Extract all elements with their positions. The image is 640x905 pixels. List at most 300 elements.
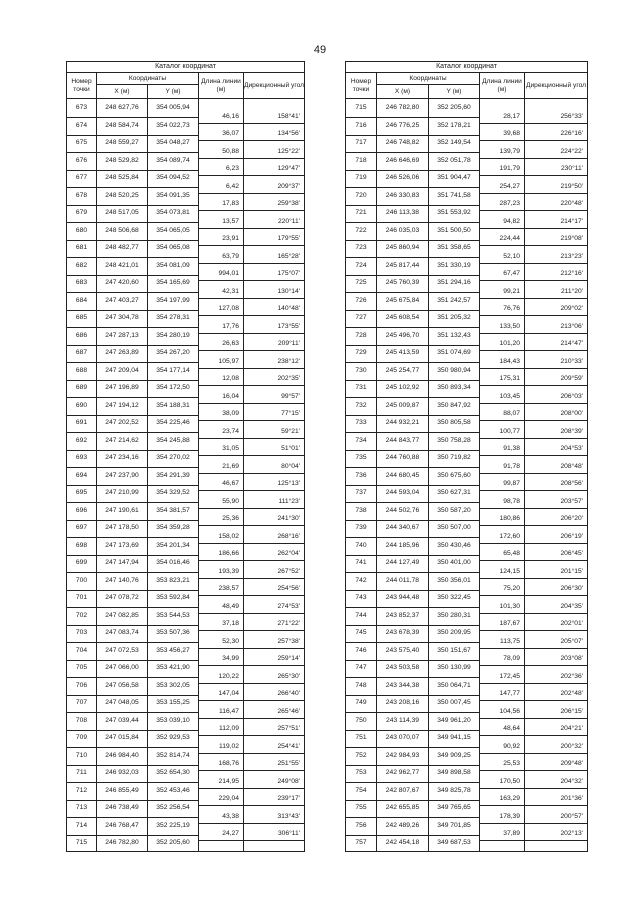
coord-x: 246 776,25: [385, 121, 420, 129]
coord-y: 350 151,67: [437, 646, 471, 654]
row-divider: [67, 520, 198, 521]
coord-x: 244 127,49: [385, 559, 420, 566]
direction-angle: 239°17': [277, 795, 300, 803]
coord-y: 351 294,16: [437, 279, 471, 286]
point-number: 739: [355, 524, 367, 531]
segment-divider: [199, 753, 304, 754]
direction-angle: 204°21': [560, 725, 583, 733]
row-divider: [67, 170, 198, 171]
point-number: 676: [75, 156, 88, 164]
point-number: 730: [355, 366, 367, 374]
point-number: 683: [75, 279, 88, 286]
row-divider: [67, 152, 198, 153]
direction-angle: 254°56': [277, 585, 300, 593]
coord-x: 247 048,05: [105, 699, 139, 706]
line-length: 254,27: [499, 182, 520, 190]
segment-divider: [199, 578, 304, 579]
direction-angle: 206°03': [560, 392, 583, 400]
segment-divider: [199, 630, 304, 631]
coord-y: 354 081,09: [156, 261, 190, 269]
coord-x: 247 066,00: [105, 664, 139, 671]
point-number: 732: [355, 401, 367, 409]
line-length: 113,75: [500, 637, 520, 645]
coord-y: 352 149,54: [437, 139, 471, 146]
coord-x: 246 768,47: [105, 821, 139, 829]
point-number: 715: [75, 839, 88, 846]
segment-divider: [199, 368, 304, 369]
segment-divider: [480, 123, 587, 124]
coord-x: 248 529,82: [105, 156, 139, 164]
line-length: 224,44: [499, 235, 520, 243]
direction-angle: 254°41': [277, 742, 300, 750]
segment-divider: [199, 385, 304, 386]
coord-y: 349 898,58: [437, 769, 471, 776]
line-length: 139,79: [499, 147, 520, 155]
line-length: 42,31: [222, 287, 239, 295]
segment-divider: [199, 228, 304, 229]
row-divider: [67, 555, 198, 556]
point-number: 673: [75, 104, 88, 111]
direction-angle: 208°00': [560, 410, 583, 418]
coord-y: 350 587,20: [437, 506, 471, 514]
row-divider: [346, 485, 479, 486]
direction-angle: 80°04': [281, 462, 300, 470]
coord-y: 350 847,92: [437, 401, 471, 409]
row-divider: [67, 817, 198, 818]
coord-x: 245 675,84: [385, 296, 420, 304]
point-number: 705: [75, 664, 88, 671]
segment-divider: [480, 298, 587, 299]
segment-divider: [199, 140, 304, 141]
direction-angle: 238°12': [277, 357, 300, 365]
coord-x: 247 173,69: [105, 541, 139, 549]
coord-x: 245 817,44: [385, 261, 420, 269]
row-divider: [346, 205, 479, 206]
table-body: [346, 99, 587, 851]
table-title: Каталог координат: [67, 62, 304, 73]
coord-y: 352 225,19: [156, 821, 190, 829]
direction-angle: 267°52': [277, 567, 300, 575]
line-length: 994,01: [218, 270, 239, 278]
coord-x: 247 078,72: [105, 594, 139, 601]
header-y: Y (м): [429, 85, 480, 98]
line-length: 193,39: [218, 567, 239, 575]
line-length: 25,36: [222, 515, 239, 523]
coord-x: 242 962,77: [385, 769, 420, 776]
point-number: 704: [75, 646, 88, 654]
line-length: 100,77: [499, 427, 520, 435]
row-divider: [346, 187, 479, 188]
direction-angle: 175°07': [277, 270, 300, 278]
coord-x: 242 454,18: [385, 839, 420, 846]
coord-x: 247 209,04: [105, 366, 139, 374]
coord-y: 349 961,20: [437, 716, 471, 724]
line-length: 78,09: [503, 655, 520, 663]
coord-y: 350 064,71: [437, 681, 471, 689]
row-divider: [67, 677, 198, 678]
coord-x: 243 503,58: [385, 664, 420, 671]
column-divider: [96, 99, 97, 851]
segment-divider: [199, 350, 304, 351]
segment-divider: [199, 543, 304, 544]
point-number: 708: [75, 716, 88, 724]
coord-x: 248 517,05: [105, 209, 139, 216]
segment-divider: [480, 823, 587, 824]
segment-divider: [480, 490, 587, 491]
coord-x: 247 147,94: [105, 559, 139, 566]
coord-y: 352 178,21: [437, 121, 471, 129]
coord-x: 247 287,13: [105, 331, 139, 339]
segment-divider: [480, 473, 587, 474]
row-divider: [67, 467, 198, 468]
direction-angle: 202°01': [560, 620, 583, 628]
row-divider: [346, 135, 479, 136]
point-number: 724: [355, 261, 367, 269]
segment-divider: [480, 280, 587, 281]
coordinate-catalog-table-left: [66, 61, 305, 852]
line-length: 127,08: [218, 305, 239, 313]
direction-angle: 259°14': [277, 655, 300, 663]
coord-x: 248 559,27: [105, 139, 139, 146]
point-number: 684: [75, 296, 88, 304]
point-number: 746: [355, 646, 367, 654]
segment-divider: [480, 315, 587, 316]
coord-y: 354 245,88: [156, 436, 190, 444]
direction-angle: 209°59': [560, 375, 583, 383]
coord-x: 247 234,16: [105, 454, 139, 461]
direction-angle: 204°53': [560, 445, 583, 453]
direction-angle: 208°56': [560, 480, 583, 488]
line-length: 65,48: [503, 550, 520, 558]
coord-x: 243 575,40: [385, 646, 420, 654]
row-divider: [346, 590, 479, 591]
point-number: 699: [75, 559, 88, 566]
coord-y: 350 893,34: [437, 384, 471, 391]
line-length: 88,07: [503, 410, 520, 418]
table-body: [67, 99, 304, 851]
direction-angle: 219°50': [560, 182, 583, 190]
direction-angle: 130°14': [277, 287, 300, 295]
point-number: 694: [75, 471, 88, 479]
segment-divider: [480, 368, 587, 369]
direction-angle: 219°08': [560, 235, 583, 243]
segment-divider: [480, 595, 587, 596]
point-number: 716: [355, 121, 367, 129]
point-number: 717: [355, 139, 367, 146]
line-length: 112,09: [219, 725, 239, 733]
line-length: 26,63: [222, 340, 239, 348]
point-number: 674: [75, 121, 88, 129]
row-divider: [67, 607, 198, 608]
line-length: 12,08: [222, 375, 239, 383]
coord-y: 352 051,78: [437, 156, 471, 164]
direction-angle: 210°33': [560, 357, 583, 365]
coord-y: 353 155,25: [156, 699, 190, 706]
coord-y: 350 758,28: [437, 436, 471, 444]
point-number: 688: [75, 366, 88, 374]
segment-divider: [480, 578, 587, 579]
point-number: 719: [355, 174, 367, 181]
direction-angle: 173°55': [277, 322, 300, 330]
coord-x: 248 520,25: [105, 191, 139, 199]
row-divider: [346, 292, 479, 293]
segment-divider: [199, 648, 304, 649]
direction-angle: 224°22': [560, 147, 583, 155]
line-length: 184,43: [499, 357, 520, 365]
coord-y: 354 022,73: [156, 121, 190, 129]
direction-angle: 202°48': [560, 690, 583, 698]
line-length: 37,89: [503, 830, 520, 838]
coord-y: 351 242,57: [437, 296, 471, 304]
segment-divider: [199, 595, 304, 596]
coord-y: 352 929,53: [156, 734, 190, 741]
direction-angle: 271°22': [277, 620, 300, 628]
direction-angle: 202°36': [560, 672, 583, 680]
coord-x: 246 330,83: [385, 191, 420, 199]
coord-y: 354 005,94: [156, 104, 190, 111]
coord-y: 350 007,45: [437, 699, 471, 706]
point-number: 714: [75, 821, 88, 829]
row-divider: [346, 835, 479, 836]
coord-x: 246 748,82: [385, 139, 420, 146]
line-length: 6,42: [225, 182, 239, 190]
coord-y: 350 280,31: [437, 611, 471, 619]
point-number: 728: [355, 331, 367, 339]
segment-divider: [480, 175, 587, 176]
line-length: 67,47: [503, 270, 520, 278]
row-divider: [67, 362, 198, 363]
direction-angle: 204°32': [560, 777, 583, 785]
coord-x: 246 113,38: [386, 209, 419, 216]
segment-divider: [480, 158, 587, 159]
row-divider: [67, 135, 198, 136]
row-divider: [346, 695, 479, 696]
coord-y: 349 765,65: [437, 804, 471, 811]
direction-angle: 205°07': [560, 637, 583, 645]
segment-divider: [199, 438, 304, 439]
line-length: 104,56: [499, 707, 520, 715]
row-divider: [346, 817, 479, 818]
point-number: 740: [355, 541, 367, 549]
column-divider: [428, 99, 429, 851]
coord-y: 353 039,10: [156, 716, 190, 724]
segment-divider: [199, 263, 304, 264]
direction-angle: 220°11': [277, 217, 300, 225]
row-divider: [346, 397, 479, 398]
line-length: 23,91: [222, 235, 239, 243]
coord-y: 351 330,19: [437, 261, 471, 269]
segment-divider: [480, 700, 587, 701]
direction-angle: 134°56': [277, 130, 300, 138]
row-divider: [346, 257, 479, 258]
coord-x: 244 593,04: [385, 489, 420, 496]
coord-x: 247 196,89: [105, 384, 139, 391]
segment-divider: [480, 665, 587, 666]
coord-y: 351 358,65: [437, 244, 471, 251]
segment-divider: [480, 420, 587, 421]
coord-x: 245 254,77: [385, 366, 420, 374]
segment-divider: [480, 333, 587, 334]
line-length: 90,92: [503, 742, 520, 750]
direction-angle: 206°19': [560, 532, 583, 540]
row-divider: [67, 187, 198, 188]
coord-x: 243 114,39: [386, 716, 419, 724]
coord-x: 247 056,58: [105, 681, 139, 689]
coord-x: 245 760,39: [385, 279, 420, 286]
point-number: 677: [75, 174, 88, 181]
segment-divider: [480, 753, 587, 754]
coord-x: 246 984,40: [105, 751, 139, 759]
coord-x: 245 496,70: [385, 331, 420, 339]
coord-x: 245 102,92: [385, 384, 420, 391]
coord-y: 352 205,60: [156, 839, 190, 846]
header-y: Y (м): [148, 85, 199, 98]
coord-y: 350 627,31: [437, 489, 471, 496]
coord-y: 354 048,27: [156, 139, 190, 146]
row-divider: [67, 432, 198, 433]
row-divider: [67, 695, 198, 696]
coord-x: 247 082,85: [105, 611, 139, 619]
line-length: 17,83: [222, 200, 239, 208]
coord-x: 248 482,77: [105, 244, 139, 251]
point-number: 752: [355, 751, 367, 759]
line-length: 38,09: [222, 410, 239, 418]
row-divider: [346, 222, 479, 223]
direction-angle: 241°30': [277, 515, 300, 523]
row-divider: [67, 485, 198, 486]
direction-angle: 306°11': [277, 830, 300, 838]
direction-angle: 206°30': [560, 585, 583, 593]
point-number: 712: [75, 786, 88, 794]
coord-x: 247 039,44: [105, 716, 139, 724]
direction-angle: 220°48': [560, 200, 583, 208]
line-length: 23,74: [222, 427, 239, 435]
coord-x: 247 210,99: [105, 489, 139, 496]
direction-angle: 179°55': [277, 235, 300, 243]
coord-x: 246 646,69: [385, 156, 420, 164]
direction-angle: 257°38': [277, 637, 300, 645]
line-length: 94,82: [503, 217, 520, 225]
point-number: 750: [355, 716, 367, 724]
coord-y: 349 909,25: [437, 751, 471, 759]
segment-divider: [480, 508, 587, 509]
coord-x: 247 202,52: [105, 419, 139, 426]
segment-divider: [480, 788, 587, 789]
coord-y: 353 592,84: [156, 594, 190, 601]
segment-divider: [480, 613, 587, 614]
row-divider: [346, 572, 479, 573]
coord-x: 246 932,03: [105, 769, 139, 776]
row-divider: [346, 800, 479, 801]
column-divider: [524, 99, 525, 851]
coord-y: 354 291,39: [156, 471, 190, 479]
row-divider: [67, 345, 198, 346]
coord-y: 350 675,60: [437, 471, 471, 479]
segment-divider: [199, 525, 304, 526]
point-number: 727: [355, 314, 367, 321]
line-length: 50,88: [222, 147, 239, 155]
coord-x: 246 855,49: [105, 786, 139, 794]
row-divider: [346, 642, 479, 643]
column-divider: [376, 99, 377, 851]
coord-y: 354 329,52: [156, 489, 190, 496]
direction-angle: 206°15': [560, 707, 583, 715]
coord-x: 246 782,80: [385, 104, 420, 111]
point-number: 743: [355, 594, 367, 601]
coord-x: 247 214,62: [105, 436, 139, 444]
column-divider: [479, 99, 480, 851]
point-number: 748: [355, 681, 367, 689]
coord-x: 247 140,76: [105, 576, 139, 584]
column-divider: [147, 99, 148, 851]
segment-divider: [199, 420, 304, 421]
segment-divider: [199, 683, 304, 684]
coord-y: 350 322,45: [437, 594, 471, 601]
line-length: 43,38: [222, 812, 239, 820]
coord-x: 247 304,78: [105, 314, 139, 321]
direction-angle: 200°32': [560, 742, 583, 750]
coord-y: 351 132,43: [437, 331, 471, 339]
point-number: 682: [75, 261, 88, 269]
point-number: 701: [75, 594, 88, 601]
direction-angle: 209°11': [277, 340, 300, 348]
header-line-length: Длина линии (м): [199, 73, 244, 98]
coord-x: 244 340,67: [385, 524, 420, 531]
line-length: 21,69: [222, 462, 239, 470]
row-divider: [67, 782, 198, 783]
coord-x: 242 489,26: [385, 821, 420, 829]
coord-x: 244 011,78: [386, 576, 419, 584]
line-length: 48,49: [222, 602, 239, 610]
coord-y: 354 188,31: [156, 401, 190, 409]
coord-x: 243 852,37: [385, 611, 420, 619]
segment-divider: [480, 805, 587, 806]
header-point-number: Номер точки: [346, 73, 377, 98]
point-number: 693: [75, 454, 88, 461]
row-divider: [67, 415, 198, 416]
row-divider: [67, 397, 198, 398]
segment-divider: [199, 823, 304, 824]
coord-x: 247 403,27: [105, 296, 139, 304]
coord-y: 352 814,74: [156, 751, 190, 759]
direction-angle: 51°01': [281, 445, 300, 453]
coord-x: 244 185,96: [385, 541, 420, 549]
coord-y: 350 209,95: [437, 629, 471, 636]
segment-divider: [480, 193, 587, 194]
point-number: 695: [75, 489, 88, 496]
coord-x: 247 072,53: [105, 646, 139, 654]
line-length: 178,39: [499, 812, 520, 820]
segment-divider: [199, 298, 304, 299]
row-divider: [67, 327, 198, 328]
line-length: 147,04: [218, 690, 239, 698]
point-number: 681: [75, 244, 88, 251]
point-number: 675: [75, 139, 88, 146]
segment-divider: [480, 385, 587, 386]
row-divider: [346, 782, 479, 783]
point-number: 734: [355, 436, 367, 444]
segment-divider: [480, 525, 587, 526]
direction-angle: 262°04': [277, 550, 300, 558]
segment-divider: [480, 228, 587, 229]
coord-y: 352 205,60: [437, 104, 471, 111]
direction-angle: 226°16': [560, 130, 583, 138]
line-length: 191,79: [499, 165, 520, 173]
line-length: 6,23: [225, 165, 239, 173]
point-number: 744: [355, 611, 367, 619]
coord-x: 246 526,06: [385, 174, 420, 181]
coord-x: 244 680,45: [385, 471, 420, 479]
